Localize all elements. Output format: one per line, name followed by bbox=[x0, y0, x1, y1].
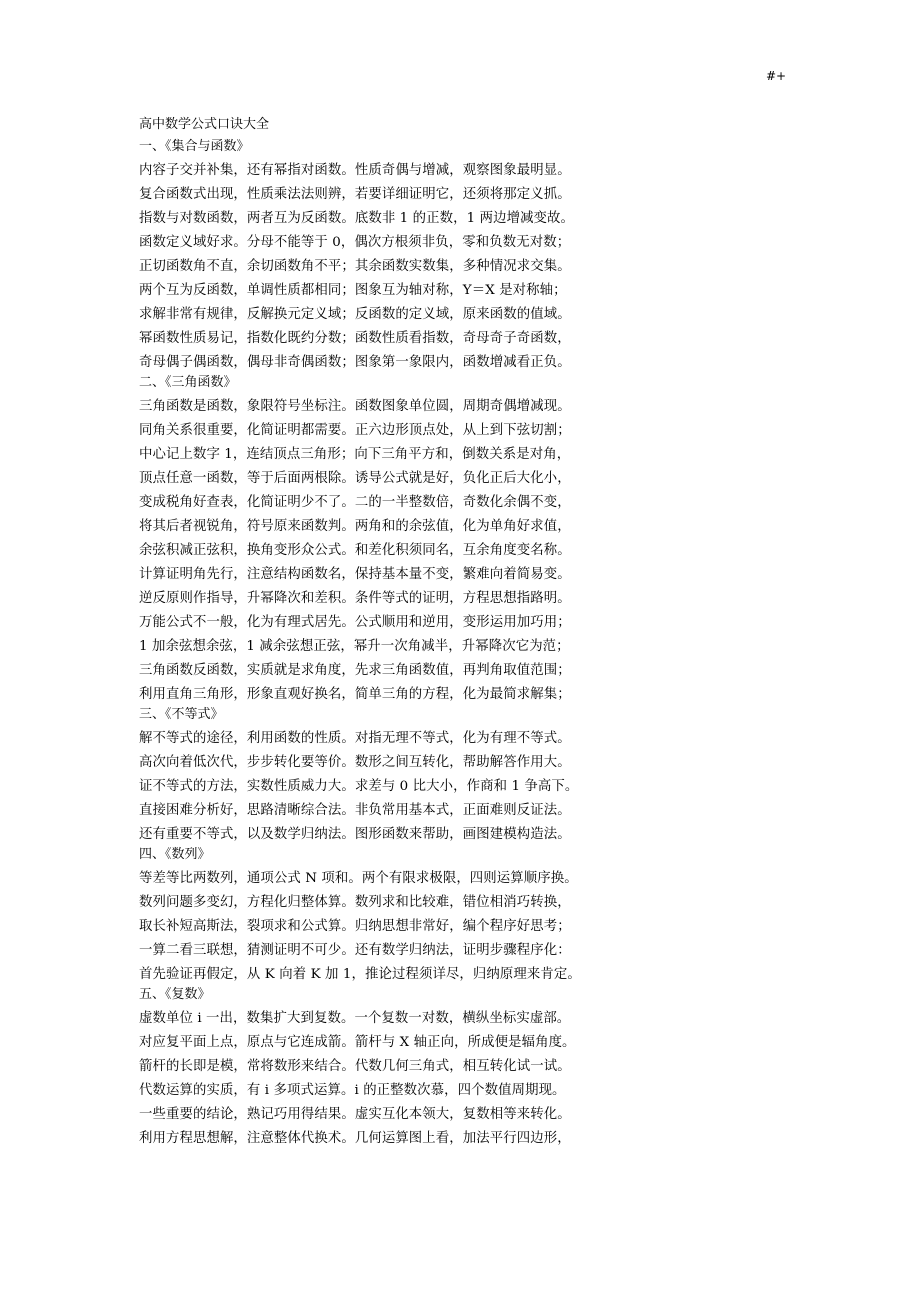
section-heading: 三、《不等式》 bbox=[139, 707, 224, 722]
text-line: 顶点任意一函数，等于后面两根除。诱导公式就是好，负化正后大化小， bbox=[139, 471, 571, 486]
text-line: 数列问题多变幻，方程化归整体算。数列求和比较难，错位相消巧转换， bbox=[139, 895, 571, 910]
text-line: 还有重要不等式，以及数学归纳法。图形函数来帮助，画图建模构造法。 bbox=[139, 827, 571, 842]
text-line: 内容子交并补集，还有幂指对函数。性质奇偶与增减，观察图象最明显。 bbox=[139, 163, 571, 178]
text-line: 将其后者视锐角，符号原来函数判。两角和的余弦值，化为单角好求值， bbox=[139, 519, 571, 534]
text-line: 一算二看三联想，猜测证明不可少。还有数学归纳法，证明步骤程序化： bbox=[139, 943, 571, 958]
text-line: 代数运算的实质，有 i 多项式运算。i 的正整数次慕，四个数值周期现。 bbox=[139, 1083, 566, 1098]
text-line: 解不等式的途径，利用函数的性质。对指无理不等式，化为有理不等式。 bbox=[139, 731, 571, 746]
text-line: 证不等式的方法，实数性质威力大。求差与 0 比大小，作商和 1 争高下。 bbox=[139, 779, 579, 794]
text-line: 求解非常有规律，反解换元定义域；反函数的定义域，原来函数的值域。 bbox=[139, 307, 571, 322]
section-heading: 五、《复数》 bbox=[139, 987, 211, 1002]
text-line: 三角函数是函数，象限符号坐标注。函数图象单位圆，周期奇偶增减现。 bbox=[139, 399, 571, 414]
text-line: 函数定义域好求。分母不能等于 0，偶次方根须非负，零和负数无对数； bbox=[139, 235, 571, 250]
text-line: 幂函数性质易记，指数化既约分数；函数性质看指数，奇母奇子奇函数， bbox=[139, 331, 571, 346]
text-line: 利用方程思想解，注意整体代换术。几何运算图上看，加法平行四边形， bbox=[139, 1131, 571, 1146]
text-line: 奇母偶子偶函数，偶母非奇偶函数；图象第一象限内，函数增减看正负。 bbox=[139, 355, 571, 370]
text-line: 1 加余弦想余弦，1 减余弦想正弦，幂升一次角减半，升幂降次它为范； bbox=[139, 639, 570, 654]
text-line: 万能公式不一般，化为有理式居先。公式顺用和逆用，变形运用加巧用； bbox=[139, 615, 571, 630]
text-line: 正切函数角不直，余切函数角不平；其余函数实数集，多种情况求交集。 bbox=[139, 259, 571, 274]
text-line: 高次向着低次代，步步转化要等价。数形之间互转化，帮助解答作用大。 bbox=[139, 755, 571, 770]
text-line: 计算证明角先行，注意结构函数名，保持基本量不变，繁难向着简易变。 bbox=[139, 567, 571, 582]
text-line: 等差等比两数列，通项公式 N 项和。两个有限求极限，四则运算顺序换。 bbox=[139, 871, 578, 886]
section-inequalities bbox=[139, 707, 799, 847]
text-line: 取长补短高斯法，裂项求和公式算。归纳思想非常好，编个程序好思考； bbox=[139, 919, 571, 934]
text-line: 同角关系很重要，化简证明都需要。正六边形顶点处，从上到下弦切割； bbox=[139, 423, 571, 438]
text-line: 首先验证再假定，从 K 向着 K 加 1，推论过程须详尽，归纳原理来肯定。 bbox=[139, 967, 581, 982]
text-line: 对应复平面上点，原点与它连成箭。箭杆与 X 轴正向，所成便是辐角度。 bbox=[139, 1035, 576, 1050]
text-line: 指数与对数函数，两者互为反函数。底数非 1 的正数，1 两边增减变故。 bbox=[139, 211, 575, 226]
section-trigonometry bbox=[139, 375, 799, 707]
text-line: 复合函数式出现，性质乘法法则辨，若要详细证明它，还须将那定义抓。 bbox=[139, 187, 571, 202]
text-line: 虚数单位 i 一出，数集扩大到复数。一个复数一对数，横纵坐标实虚部。 bbox=[139, 1011, 571, 1026]
section-sets-functions bbox=[139, 139, 799, 375]
header-mark: #+ bbox=[766, 69, 787, 83]
text-line: 逆反原则作指导，升幂降次和差积。条件等式的证明，方程思想指路明。 bbox=[139, 591, 571, 606]
section-heading: 一、《集合与函数》 bbox=[139, 139, 250, 154]
text-line: 一些重要的结论，熟记巧用得结果。虚实互化本领大，复数相等来转化。 bbox=[139, 1107, 571, 1122]
text-line: 直接困难分析好，思路清晰综合法。非负常用基本式，正面难则反证法。 bbox=[139, 803, 571, 818]
section-heading: 二、《三角函数》 bbox=[139, 375, 237, 390]
section-heading: 四、《数列》 bbox=[139, 847, 211, 862]
section-sequences bbox=[139, 847, 799, 987]
text-line: 利用直角三角形，形象直观好换名，简单三角的方程，化为最简求解集； bbox=[139, 687, 571, 702]
section-complex-numbers bbox=[139, 987, 799, 1151]
text-line: 余弦积减正弦积，换角变形众公式。和差化积须同名，互余角度变名称。 bbox=[139, 543, 571, 558]
document-body bbox=[139, 139, 799, 1151]
text-line: 变成税角好查表，化简证明少不了。二的一半整数倍，奇数化余偶不变， bbox=[139, 495, 571, 510]
text-line: 两个互为反函数，单调性质都相同；图象互为轴对称，Y＝X 是对称轴； bbox=[139, 283, 567, 298]
text-line: 中心记上数字 1，连结顶点三角形；向下三角平方和，倒数关系是对角， bbox=[139, 447, 571, 462]
text-line: 三角函数反函数，实质就是求角度，先求三角函数值，再判角取值范围； bbox=[139, 663, 571, 678]
text-line: 箭杆的长即是模，常将数形来结合。代数几何三角式，相互转化试一试。 bbox=[139, 1059, 571, 1074]
document-title: 高中数学公式口诀大全 bbox=[139, 117, 270, 132]
